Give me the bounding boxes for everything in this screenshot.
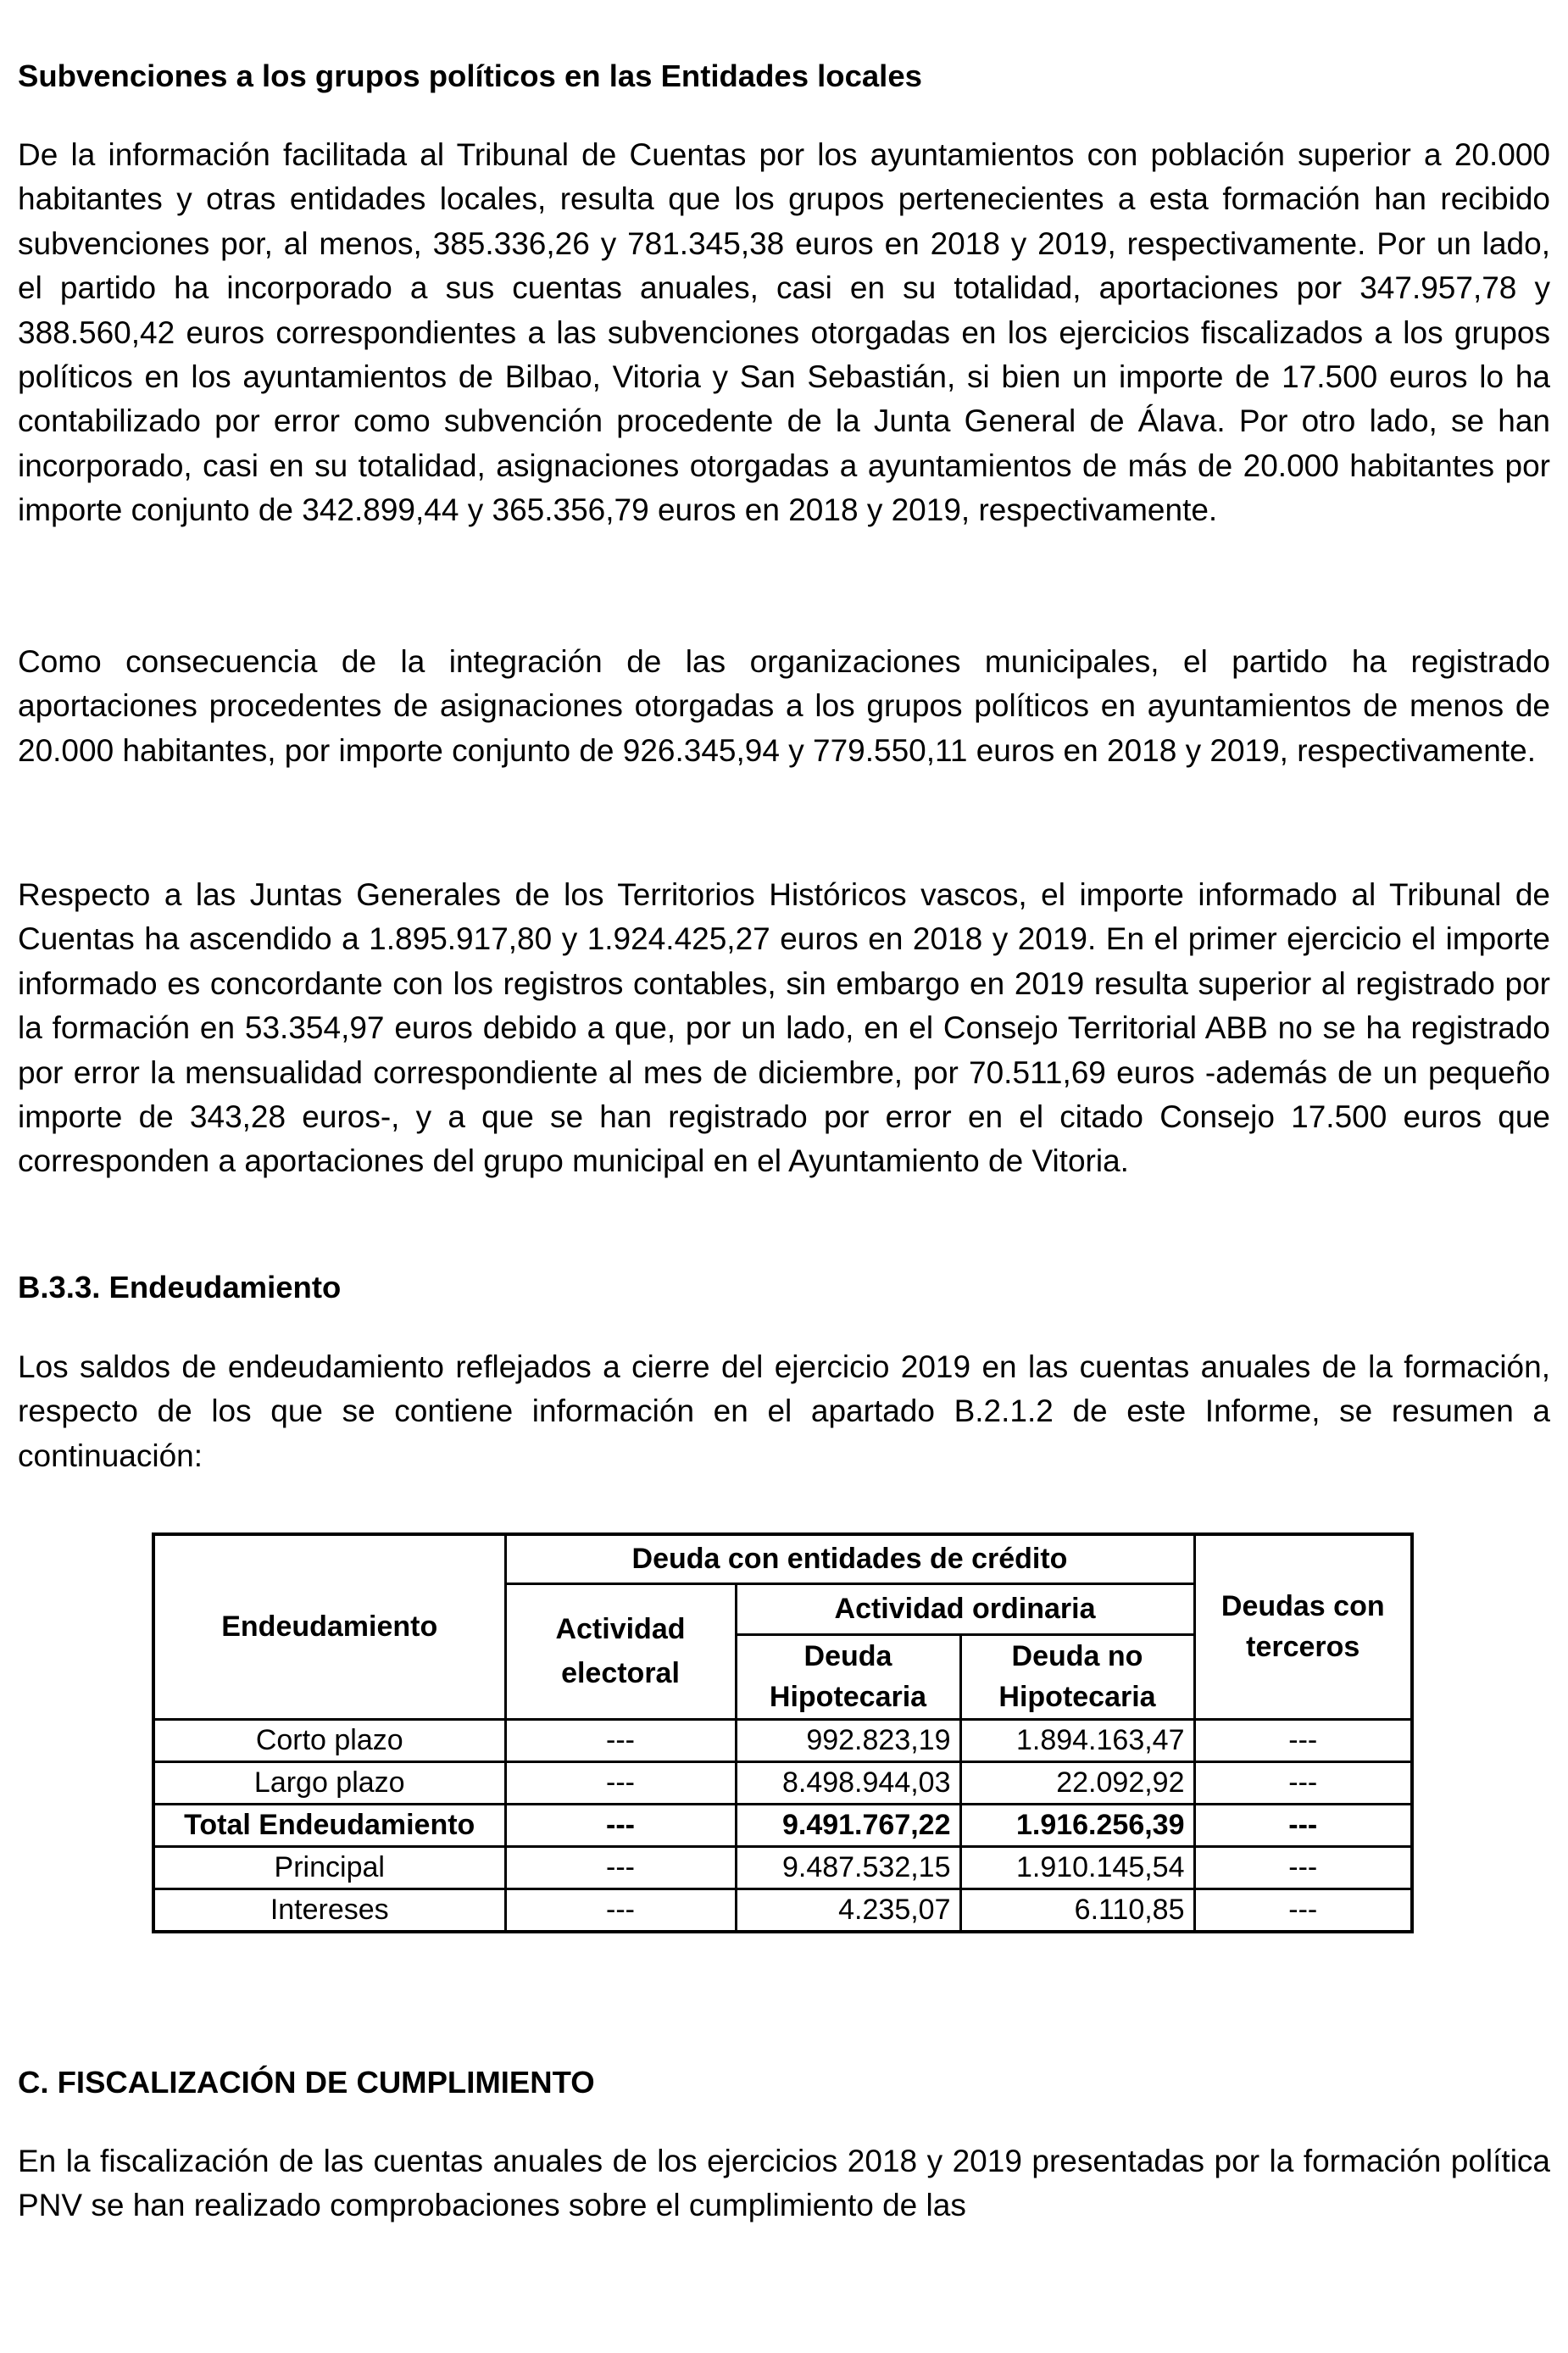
- cell-deuda-no-hipotecaria: 6.110,85: [960, 1889, 1194, 1932]
- table-row: [153, 1846, 1412, 1889]
- cell-label: Corto plazo: [153, 1719, 505, 1761]
- paragraph-fiscalizacion: En la fiscalización de las cuentas anuales de los ejercicios 2018 y 2019 presentadas por la formación política PNV se han realizado comprobaciones sobre el cumplimiento de las: [18, 2144, 1550, 2223]
- cell-deuda-no-hipotecaria: 1.894.163,47: [960, 1719, 1194, 1761]
- cell-deudas-terceros: ---: [1194, 1846, 1412, 1889]
- header-deuda-hipotecaria-label: Deuda Hipotecaria: [769, 1640, 927, 1713]
- heading-fiscalizacion: C. FISCALIZACIÓN DE CUMPLIMIENTO: [18, 2065, 595, 2100]
- cell-label: Principal: [153, 1846, 505, 1889]
- header-actividad-ordinaria: Actividad ordinaria: [736, 1583, 1194, 1634]
- table-row: [153, 1804, 1412, 1846]
- cell-deuda-hipotecaria: 4.235,07: [736, 1889, 960, 1932]
- debt-table-body: [153, 1719, 1412, 1932]
- header-actividad-electoral-label: Actividad electoral: [555, 1613, 686, 1689]
- header-deuda-hipotecaria: [736, 1634, 960, 1719]
- cell-label: Total Endeudamiento: [153, 1804, 505, 1846]
- cell-deudas-terceros: ---: [1194, 1761, 1412, 1804]
- debt-table-wrapper: [152, 1533, 1410, 1933]
- cell-label: Largo plazo: [153, 1761, 505, 1804]
- header-deuda-no-hipotecaria-label: Deuda no Hipotecaria: [998, 1640, 1156, 1713]
- cell-actividad-electoral: ---: [505, 1761, 736, 1804]
- table-row: [153, 1719, 1412, 1761]
- header-actividad-electoral: [505, 1583, 736, 1719]
- cell-deuda-no-hipotecaria: 1.916.256,39: [960, 1804, 1194, 1846]
- cell-deuda-no-hipotecaria: 22.092,92: [960, 1761, 1194, 1804]
- heading-subvenciones: Subvenciones a los grupos políticos en las Entidades locales: [18, 58, 922, 93]
- debt-table: [152, 1533, 1414, 1933]
- cell-actividad-electoral: ---: [505, 1719, 736, 1761]
- table-row: [153, 1761, 1412, 1804]
- cell-deuda-hipotecaria: 992.823,19: [736, 1719, 960, 1761]
- heading-endeudamiento: B.3.3. Endeudamiento: [18, 1270, 342, 1304]
- header-endeudamiento: Endeudamiento: [153, 1534, 505, 1719]
- header-deudas-terceros-label: Deudas con terceros: [1220, 1590, 1385, 1664]
- header-deuda-entidades: Deuda con entidades de crédito: [505, 1534, 1194, 1583]
- cell-label: Intereses: [153, 1889, 505, 1932]
- cell-actividad-electoral: ---: [505, 1889, 736, 1932]
- cell-deuda-no-hipotecaria: 1.910.145,54: [960, 1846, 1194, 1889]
- cell-deudas-terceros: ---: [1194, 1804, 1412, 1846]
- cell-deudas-terceros: ---: [1194, 1719, 1412, 1761]
- cell-deuda-hipotecaria: 9.491.767,22: [736, 1804, 960, 1846]
- cell-deuda-hipotecaria: 9.487.532,15: [736, 1846, 960, 1889]
- paragraph-endeudamiento: Los saldos de endeudamiento reflejados a cierre del ejercicio 2019 en las cuentas anuales de la formación, respecto de los que se contiene información en el apartado B.2.1.2 de este Informe, se resumen a continuación:: [18, 1349, 1550, 1473]
- cell-deudas-terceros: ---: [1194, 1889, 1412, 1932]
- header-deudas-terceros: [1194, 1534, 1412, 1719]
- cell-actividad-electoral: ---: [505, 1804, 736, 1846]
- paragraph-juntas-generales: Respecto a las Juntas Generales de los Territorios Históricos vascos, el importe informado al Tribunal de Cuentas ha ascendido a 1.895.917,80 y 1.924.425,27 euros en 2018 y 2019. En el primer ejercicio el importe informado es concordante con los registros contables, sin embargo en 2019 resulta superior al registrado por la formación en 53.354,97 euros debido a que, por un lado, en el Consejo Territorial ABB no se ha registrado por error la mensualidad correspondiente al mes de diciembre, por 70.511,69 euros -además de un pequeño importe de 343,28 euros-, y a que se han registrado por error en el citado Consejo 17.500 euros que corresponden a aportaciones del grupo municipal en el Ayuntamiento de Vitoria.: [18, 877, 1550, 1179]
- paragraph-subvenciones-2: Como consecuencia de la integración de las organizaciones municipales, el partido ha registrado aportaciones procedentes de asignaciones otorgadas a los grupos políticos en ayuntamientos de menos de 20.000 habitantes, por importe conjunto de 926.345,94 y 779.550,11 euros en 2018 y 2019, respectivamente.: [18, 644, 1550, 768]
- cell-actividad-electoral: ---: [505, 1846, 736, 1889]
- header-deuda-no-hipotecaria: [960, 1634, 1194, 1719]
- cell-deuda-hipotecaria: 8.498.944,03: [736, 1761, 960, 1804]
- table-row: [153, 1889, 1412, 1932]
- paragraph-subvenciones-1: De la información facilitada al Tribunal de Cuentas por los ayuntamientos con población superior a 20.000 habitantes y otras entidades locales, resulta que los grupos pertenecientes a esta formación han recibido subvenciones por, al menos, 385.336,26 y 781.345,38 euros en 2018 y 2019, respectivamente. Por un lado, el partido ha incorporado a sus cuentas anuales, casi en su totalidad, aportaciones por 347.957,78 y 388.560,42 euros correspondientes a las subvenciones otorgadas en los ejercicios fiscalizados a los grupos políticos en los ayuntamientos de Bilbao, Vitoria y San Sebastián, si bien un importe de 17.500 euros lo ha contabilizado por error como subvención procedente de la Junta General de Álava. Por otro lado, se han incorporado, casi en su totalidad, asignaciones otorgadas a ayuntamientos de más de 20.000 habitantes por importe conjunto de 342.899,44 y 365.356,79 euros en 2018 y 2019, respectivamente.: [18, 137, 1550, 528]
